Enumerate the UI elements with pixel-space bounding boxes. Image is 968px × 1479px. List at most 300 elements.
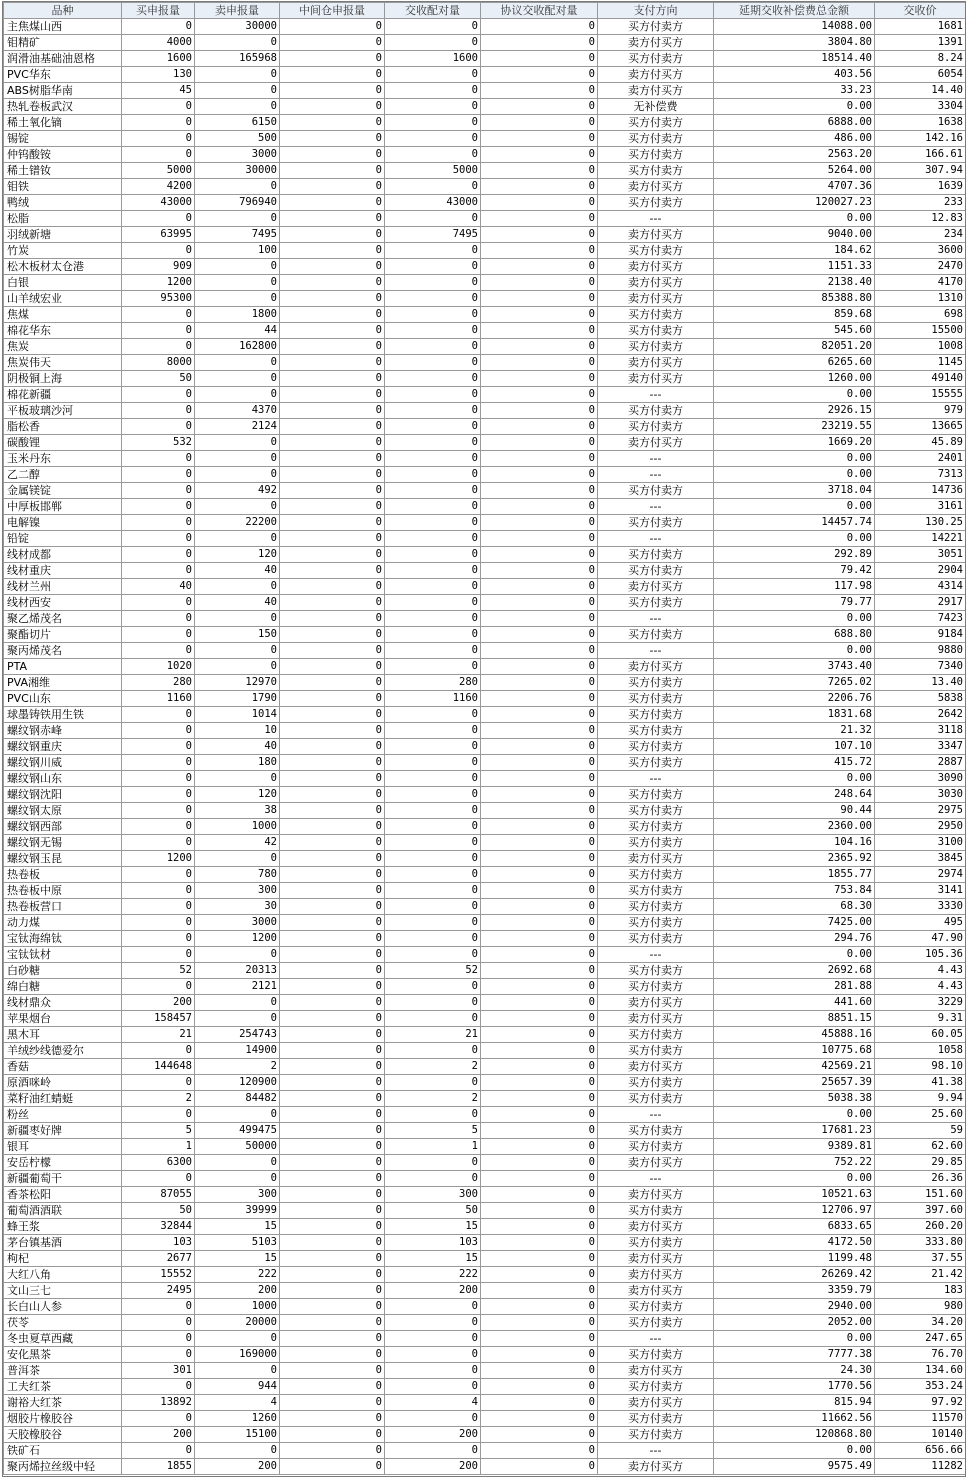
payment-direction-cell: 买方付卖方 (598, 163, 714, 179)
matched-volume-cell: 7495 (385, 227, 481, 243)
header-sell-volume[interactable]: 卖申报量 (195, 3, 280, 19)
middle-volume-cell: 0 (280, 979, 385, 995)
middle-volume-cell: 0 (280, 131, 385, 147)
matched-volume-cell: 0 (385, 947, 481, 963)
table-row (4, 1443, 966, 1459)
matched-volume-cell: 0 (385, 995, 481, 1011)
header-product[interactable]: 品种 (4, 3, 122, 19)
sell-volume-cell: 0 (195, 579, 280, 595)
sell-volume-cell: 165968 (195, 51, 280, 67)
sell-volume-cell: 0 (195, 35, 280, 51)
buy-volume-cell: 50 (122, 371, 195, 387)
table-row (4, 131, 966, 147)
table-row (4, 35, 966, 51)
header-payment-direction[interactable]: 支付方向 (598, 3, 714, 19)
compensation-total-cell: 7265.02 (714, 675, 875, 691)
settlement-price-cell: 25.60 (875, 1107, 966, 1123)
buy-volume-cell: 1855 (122, 1459, 195, 1475)
middle-volume-cell: 0 (280, 1363, 385, 1379)
payment-direction-cell: 买方付卖方 (598, 1235, 714, 1251)
middle-volume-cell: 0 (280, 915, 385, 931)
payment-direction-cell: 买方付卖方 (598, 819, 714, 835)
matched-volume-cell: 5000 (385, 163, 481, 179)
compensation-total-cell: 0.00 (714, 99, 875, 115)
payment-direction-cell: 买方付卖方 (598, 195, 714, 211)
middle-volume-cell: 0 (280, 1411, 385, 1427)
agreement-matched-cell: 0 (481, 691, 598, 707)
table-row (4, 1139, 966, 1155)
matched-volume-cell: 1160 (385, 691, 481, 707)
sell-volume-cell: 2 (195, 1059, 280, 1075)
agreement-matched-cell: 0 (481, 1315, 598, 1331)
product-cell: PVC华东 (4, 67, 122, 83)
table-row (4, 659, 966, 675)
middle-volume-cell: 0 (280, 275, 385, 291)
agreement-matched-cell: 0 (481, 131, 598, 147)
product-cell: 山羊绒宏业 (4, 291, 122, 307)
compensation-total-cell: 281.88 (714, 979, 875, 995)
agreement-matched-cell: 0 (481, 1267, 598, 1283)
payment-direction-cell: 买方付卖方 (598, 675, 714, 691)
compensation-total-cell: 753.84 (714, 883, 875, 899)
table-row (4, 771, 966, 787)
table-row (4, 1171, 966, 1187)
middle-volume-cell: 0 (280, 1107, 385, 1123)
buy-volume-cell: 0 (122, 1107, 195, 1123)
middle-volume-cell: 0 (280, 499, 385, 515)
payment-direction-cell: 卖方付买方 (598, 1155, 714, 1171)
sell-volume-cell: 796940 (195, 195, 280, 211)
sell-volume-cell: 0 (195, 531, 280, 547)
agreement-matched-cell: 0 (481, 211, 598, 227)
product-cell: 焦煤 (4, 307, 122, 323)
middle-volume-cell: 0 (280, 1379, 385, 1395)
payment-direction-cell: 买方付卖方 (598, 963, 714, 979)
compensation-total-cell: 248.64 (714, 787, 875, 803)
payment-direction-cell: 买方付卖方 (598, 563, 714, 579)
agreement-matched-cell: 0 (481, 835, 598, 851)
matched-volume-cell: 0 (385, 1155, 481, 1171)
matched-volume-cell: 0 (385, 35, 481, 51)
agreement-matched-cell: 0 (481, 1219, 598, 1235)
product-cell: 普洱茶 (4, 1363, 122, 1379)
settlement-price-cell: 4170 (875, 275, 966, 291)
compensation-total-cell: 0.00 (714, 643, 875, 659)
settlement-price-cell: 3090 (875, 771, 966, 787)
sell-volume-cell: 0 (195, 83, 280, 99)
agreement-matched-cell: 0 (481, 1251, 598, 1267)
sell-volume-cell: 2124 (195, 419, 280, 435)
middle-volume-cell: 0 (280, 1011, 385, 1027)
agreement-matched-cell: 0 (481, 323, 598, 339)
middle-volume-cell: 0 (280, 211, 385, 227)
payment-direction-cell: 买方付卖方 (598, 419, 714, 435)
buy-volume-cell: 0 (122, 515, 195, 531)
sell-volume-cell: 1014 (195, 707, 280, 723)
buy-volume-cell: 0 (122, 611, 195, 627)
compensation-total-cell: 9040.00 (714, 227, 875, 243)
middle-volume-cell: 0 (280, 1091, 385, 1107)
table-row (4, 419, 966, 435)
compensation-total-cell: 3743.40 (714, 659, 875, 675)
header-compensation-total[interactable]: 延期交收补偿费总金额 (714, 3, 875, 19)
product-cell: 枸杞 (4, 1251, 122, 1267)
agreement-matched-cell: 0 (481, 1091, 598, 1107)
buy-volume-cell: 2677 (122, 1251, 195, 1267)
table-row (4, 707, 966, 723)
table-row (4, 755, 966, 771)
agreement-matched-cell: 0 (481, 515, 598, 531)
matched-volume-cell: 0 (385, 707, 481, 723)
header-matched-volume[interactable]: 交收配对量 (385, 3, 481, 19)
payment-direction-cell: 买方付卖方 (598, 755, 714, 771)
product-cell: 新疆枣好牌 (4, 1123, 122, 1139)
matched-volume-cell: 21 (385, 1027, 481, 1043)
payment-direction-cell: 买方付卖方 (598, 979, 714, 995)
middle-volume-cell: 0 (280, 147, 385, 163)
settlement-price-cell: 3118 (875, 723, 966, 739)
product-cell: 碳酸锂 (4, 435, 122, 451)
payment-direction-cell: 卖方付买方 (598, 35, 714, 51)
middle-volume-cell: 0 (280, 371, 385, 387)
product-cell: 宝钛海绵钛 (4, 931, 122, 947)
product-cell: 竹炭 (4, 243, 122, 259)
payment-direction-cell: --- (598, 387, 714, 403)
compensation-total-cell: 0.00 (714, 1443, 875, 1459)
matched-volume-cell: 0 (385, 803, 481, 819)
middle-volume-cell: 0 (280, 403, 385, 419)
matched-volume-cell: 0 (385, 19, 481, 35)
agreement-matched-cell: 0 (481, 803, 598, 819)
middle-volume-cell: 0 (280, 387, 385, 403)
sell-volume-cell: 40 (195, 595, 280, 611)
middle-volume-cell: 0 (280, 1283, 385, 1299)
buy-volume-cell: 0 (122, 387, 195, 403)
agreement-matched-cell: 0 (481, 483, 598, 499)
compensation-total-cell: 2360.00 (714, 819, 875, 835)
sell-volume-cell: 0 (195, 451, 280, 467)
matched-volume-cell: 5 (385, 1123, 481, 1139)
buy-volume-cell: 32844 (122, 1219, 195, 1235)
settlement-price-cell: 1391 (875, 35, 966, 51)
middle-volume-cell: 0 (280, 995, 385, 1011)
header-agreement-matched[interactable]: 协议交收配对量 (481, 3, 598, 19)
settlement-price-cell: 698 (875, 307, 966, 323)
table-row (4, 611, 966, 627)
buy-volume-cell: 0 (122, 867, 195, 883)
sell-volume-cell: 120900 (195, 1075, 280, 1091)
middle-volume-cell: 0 (280, 1219, 385, 1235)
compensation-total-cell: 117.98 (714, 579, 875, 595)
product-cell: 银耳 (4, 1139, 122, 1155)
settlement-price-cell: 495 (875, 915, 966, 931)
product-cell: 平板玻璃沙河 (4, 403, 122, 419)
matched-volume-cell: 0 (385, 1363, 481, 1379)
table-row (4, 787, 966, 803)
settlement-price-cell: 37.55 (875, 1251, 966, 1267)
sell-volume-cell: 162800 (195, 339, 280, 355)
table-row (4, 339, 966, 355)
sell-volume-cell: 0 (195, 947, 280, 963)
matched-volume-cell: 0 (385, 563, 481, 579)
sell-volume-cell: 0 (195, 499, 280, 515)
settlement-price-cell: 9880 (875, 643, 966, 659)
payment-direction-cell: 买方付卖方 (598, 1091, 714, 1107)
settlement-price-cell: 1310 (875, 291, 966, 307)
matched-volume-cell: 0 (385, 483, 481, 499)
agreement-matched-cell: 0 (481, 83, 598, 99)
settlement-price-cell: 3330 (875, 899, 966, 915)
settlement-price-cell: 247.65 (875, 1331, 966, 1347)
middle-volume-cell: 0 (280, 1043, 385, 1059)
compensation-total-cell: 25657.39 (714, 1075, 875, 1091)
sell-volume-cell: 14900 (195, 1043, 280, 1059)
buy-volume-cell: 144648 (122, 1059, 195, 1075)
middle-volume-cell: 0 (280, 1187, 385, 1203)
table-row (4, 563, 966, 579)
settlement-price-cell: 60.05 (875, 1027, 966, 1043)
matched-volume-cell: 0 (385, 1107, 481, 1123)
agreement-matched-cell: 0 (481, 419, 598, 435)
settlement-price-cell: 333.80 (875, 1235, 966, 1251)
matched-volume-cell: 0 (385, 851, 481, 867)
matched-volume-cell: 1 (385, 1139, 481, 1155)
matched-volume-cell: 0 (385, 771, 481, 787)
settlement-price-cell: 76.70 (875, 1347, 966, 1363)
settlement-price-cell: 21.42 (875, 1267, 966, 1283)
payment-direction-cell: 卖方付买方 (598, 1219, 714, 1235)
settlement-price-cell: 2887 (875, 755, 966, 771)
buy-volume-cell: 1200 (122, 851, 195, 867)
buy-volume-cell: 0 (122, 1379, 195, 1395)
middle-volume-cell: 0 (280, 307, 385, 323)
agreement-matched-cell: 0 (481, 1171, 598, 1187)
payment-direction-cell: 买方付卖方 (598, 835, 714, 851)
table-row (4, 931, 966, 947)
table-row (4, 643, 966, 659)
settlement-price-cell: 47.90 (875, 931, 966, 947)
middle-volume-cell: 0 (280, 1331, 385, 1347)
header-middle-volume[interactable]: 中间仓申报量 (280, 3, 385, 19)
payment-direction-cell: 买方付卖方 (598, 547, 714, 563)
product-cell: 谢裕大红茶 (4, 1395, 122, 1411)
product-cell: 主焦煤山西 (4, 19, 122, 35)
agreement-matched-cell: 0 (481, 819, 598, 835)
compensation-total-cell: 7425.00 (714, 915, 875, 931)
middle-volume-cell: 0 (280, 435, 385, 451)
agreement-matched-cell: 0 (481, 867, 598, 883)
settlement-price-cell: 98.10 (875, 1059, 966, 1075)
product-cell: 螺纹钢太原 (4, 803, 122, 819)
table-row (4, 243, 966, 259)
table-row (4, 691, 966, 707)
middle-volume-cell: 0 (280, 627, 385, 643)
payment-direction-cell: 买方付卖方 (598, 723, 714, 739)
matched-volume-cell: 103 (385, 1235, 481, 1251)
settlement-price-cell: 4314 (875, 579, 966, 595)
product-cell: 线材成都 (4, 547, 122, 563)
sell-volume-cell: 20313 (195, 963, 280, 979)
matched-volume-cell: 0 (385, 1411, 481, 1427)
buy-volume-cell: 0 (122, 1075, 195, 1091)
compensation-total-cell: 415.72 (714, 755, 875, 771)
payment-direction-cell: 卖方付买方 (598, 179, 714, 195)
buy-volume-cell: 0 (122, 483, 195, 499)
buy-volume-cell: 103 (122, 1235, 195, 1251)
middle-volume-cell: 0 (280, 947, 385, 963)
payment-direction-cell: 买方付卖方 (598, 307, 714, 323)
matched-volume-cell: 4 (385, 1395, 481, 1411)
settlement-price-cell: 151.60 (875, 1187, 966, 1203)
table-row (4, 835, 966, 851)
settlement-price-cell: 980 (875, 1299, 966, 1315)
agreement-matched-cell: 0 (481, 1427, 598, 1443)
middle-volume-cell: 0 (280, 755, 385, 771)
agreement-matched-cell: 0 (481, 643, 598, 659)
product-cell: 钼铁 (4, 179, 122, 195)
middle-volume-cell: 0 (280, 1347, 385, 1363)
middle-volume-cell: 0 (280, 547, 385, 563)
settlement-price-cell: 2950 (875, 819, 966, 835)
agreement-matched-cell: 0 (481, 1155, 598, 1171)
matched-volume-cell: 0 (385, 1043, 481, 1059)
payment-direction-cell: 卖方付买方 (598, 579, 714, 595)
middle-volume-cell: 0 (280, 579, 385, 595)
sell-volume-cell: 7495 (195, 227, 280, 243)
table-row (4, 1363, 966, 1379)
compensation-total-cell: 0.00 (714, 947, 875, 963)
sell-volume-cell: 38 (195, 803, 280, 819)
product-cell: 文山三七 (4, 1283, 122, 1299)
agreement-matched-cell: 0 (481, 595, 598, 611)
compensation-total-cell: 4707.36 (714, 179, 875, 195)
payment-direction-cell: 买方付卖方 (598, 627, 714, 643)
table-row (4, 1331, 966, 1347)
buy-volume-cell: 0 (122, 1411, 195, 1427)
buy-volume-cell: 0 (122, 131, 195, 147)
matched-volume-cell: 0 (385, 1075, 481, 1091)
payment-direction-cell: 卖方付买方 (598, 1187, 714, 1203)
agreement-matched-cell: 0 (481, 499, 598, 515)
agreement-matched-cell: 0 (481, 179, 598, 195)
header-settlement-price[interactable]: 交收价 (875, 3, 966, 19)
middle-volume-cell: 0 (280, 1075, 385, 1091)
header-buy-volume[interactable]: 买申报量 (122, 3, 195, 19)
middle-volume-cell: 0 (280, 531, 385, 547)
product-cell: 苹果烟台 (4, 1011, 122, 1027)
sell-volume-cell: 10 (195, 723, 280, 739)
product-cell: 聚乙烯茂名 (4, 611, 122, 627)
payment-direction-cell: 买方付卖方 (598, 1347, 714, 1363)
settlement-price-cell: 3051 (875, 547, 966, 563)
compensation-total-cell: 1260.00 (714, 371, 875, 387)
matched-volume-cell: 0 (385, 915, 481, 931)
compensation-total-cell: 17681.23 (714, 1123, 875, 1139)
table-row (4, 355, 966, 371)
compensation-total-cell: 441.60 (714, 995, 875, 1011)
middle-volume-cell: 0 (280, 323, 385, 339)
payment-direction-cell: 卖方付买方 (598, 1363, 714, 1379)
middle-volume-cell: 0 (280, 1315, 385, 1331)
table-row (4, 1459, 966, 1475)
payment-direction-cell: 买方付卖方 (598, 899, 714, 915)
payment-direction-cell: 买方付卖方 (598, 339, 714, 355)
table-row (4, 1059, 966, 1075)
product-cell: 香菇 (4, 1059, 122, 1075)
buy-volume-cell: 0 (122, 1443, 195, 1459)
sell-volume-cell: 0 (195, 995, 280, 1011)
buy-volume-cell: 0 (122, 323, 195, 339)
compensation-total-cell: 0.00 (714, 1107, 875, 1123)
compensation-total-cell: 0.00 (714, 211, 875, 227)
product-cell: 聚丙烯茂名 (4, 643, 122, 659)
middle-volume-cell: 0 (280, 1139, 385, 1155)
settlement-price-cell: 14736 (875, 483, 966, 499)
settlement-price-cell: 13.40 (875, 675, 966, 691)
middle-volume-cell: 0 (280, 595, 385, 611)
settlement-price-cell: 5838 (875, 691, 966, 707)
product-cell: 螺纹钢山东 (4, 771, 122, 787)
table-row (4, 595, 966, 611)
sell-volume-cell: 0 (195, 1331, 280, 1347)
product-cell: 球墨铸铁用生铁 (4, 707, 122, 723)
buy-volume-cell: 1020 (122, 659, 195, 675)
payment-direction-cell: 买方付卖方 (598, 515, 714, 531)
payment-direction-cell: 卖方付买方 (598, 1059, 714, 1075)
product-cell: 原酒咪岭 (4, 1075, 122, 1091)
buy-volume-cell: 40 (122, 579, 195, 595)
product-cell: 螺纹钢沈阳 (4, 787, 122, 803)
buy-volume-cell: 0 (122, 1347, 195, 1363)
settlement-price-cell: 3845 (875, 851, 966, 867)
agreement-matched-cell: 0 (481, 67, 598, 83)
matched-volume-cell: 200 (385, 1283, 481, 1299)
sell-volume-cell: 780 (195, 867, 280, 883)
agreement-matched-cell: 0 (481, 771, 598, 787)
settlement-price-cell: 34.20 (875, 1315, 966, 1331)
settlement-price-cell: 9.31 (875, 1011, 966, 1027)
product-cell: 润滑油基础油恩格 (4, 51, 122, 67)
table-row (4, 1411, 966, 1427)
payment-direction-cell: --- (598, 531, 714, 547)
middle-volume-cell: 0 (280, 1427, 385, 1443)
sell-volume-cell: 0 (195, 275, 280, 291)
payment-direction-cell: 买方付卖方 (598, 803, 714, 819)
table-row (4, 19, 966, 35)
matched-volume-cell: 0 (385, 899, 481, 915)
payment-direction-cell: 买方付卖方 (598, 1139, 714, 1155)
agreement-matched-cell: 0 (481, 115, 598, 131)
compensation-total-cell: 79.42 (714, 563, 875, 579)
payment-direction-cell: --- (598, 1443, 714, 1459)
sell-volume-cell: 0 (195, 771, 280, 787)
payment-direction-cell: --- (598, 467, 714, 483)
compensation-total-cell: 7777.38 (714, 1347, 875, 1363)
sell-volume-cell: 0 (195, 355, 280, 371)
buy-volume-cell: 1 (122, 1139, 195, 1155)
payment-direction-cell: 买方付卖方 (598, 1379, 714, 1395)
table-row (4, 435, 966, 451)
product-cell: 热卷板中原 (4, 883, 122, 899)
sell-volume-cell: 0 (195, 179, 280, 195)
agreement-matched-cell: 0 (481, 1203, 598, 1219)
agreement-matched-cell: 0 (481, 19, 598, 35)
product-cell: 黑木耳 (4, 1027, 122, 1043)
compensation-total-cell: 688.80 (714, 627, 875, 643)
buy-volume-cell: 1160 (122, 691, 195, 707)
sell-volume-cell: 22200 (195, 515, 280, 531)
agreement-matched-cell: 0 (481, 339, 598, 355)
